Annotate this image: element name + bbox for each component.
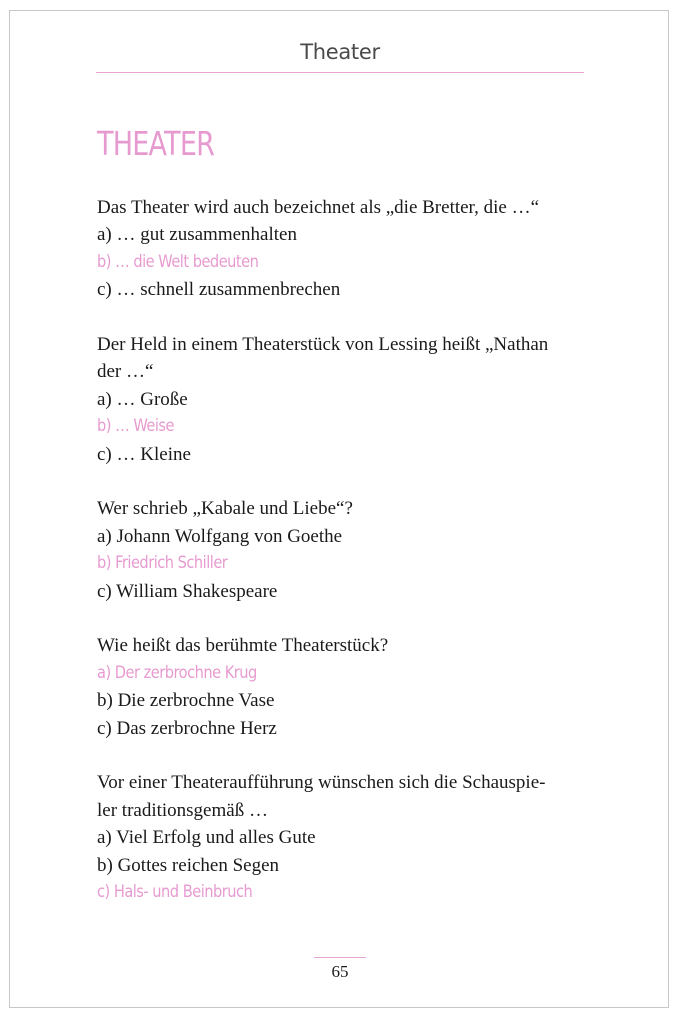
question-text-continued: ler traditionsgemäß … (97, 799, 268, 821)
question-text-continued: der …“ (97, 361, 154, 383)
question-text: Vor einer Theateraufführung wünschen sich die Schauspie- (97, 772, 546, 794)
question-text: Das Theater wird auch bezeichnet als „die Bretter, die …“ (97, 197, 540, 218)
running-header: Theater (300, 40, 380, 64)
correct-answer-option: a) Der zerbrochne Krug (97, 662, 257, 683)
correct-answer-option: c) Hals- und Beinbruch (97, 882, 253, 903)
correct-answer-option: b) … die Welt bedeuten (97, 251, 259, 272)
footer-rule (314, 957, 366, 958)
question-text: Wie heißt das berühmte Theaterstück? (97, 635, 389, 657)
answer-option: a) Viel Erfolg und alles Gute (97, 827, 316, 849)
answer-option: a) … Große (97, 388, 188, 410)
answer-option: c) William Shakespeare (97, 580, 278, 602)
answer-option: b) Die zerbrochne Vase (97, 690, 275, 712)
question-block (97, 769, 587, 906)
quiz-body (97, 194, 587, 934)
question-block (97, 194, 587, 304)
question-text: Wer schrieb „Kabale und Liebe“? (97, 498, 353, 520)
answer-option: c) … Kleine (97, 443, 191, 465)
answer-option: a) Johann Wolfgang von Goethe (97, 525, 343, 547)
correct-answer-option: b) Friedrich Schiller (97, 553, 228, 574)
page-number: 65 (331, 962, 349, 981)
correct-answer-option: b) … Weise (97, 416, 175, 437)
question-text: Der Held in einem Theaterstück von Lessing heißt „Nathan (97, 334, 549, 356)
chapter-title: THEATER (97, 124, 215, 163)
header-rule (96, 72, 584, 73)
answer-option: c) Das zerbrochne Herz (97, 717, 277, 739)
question-block (97, 495, 587, 605)
answer-option: c) … schnell zusammenbrechen (97, 279, 341, 301)
question-block (97, 632, 587, 742)
question-block (97, 331, 587, 468)
answer-option: b) Gottes reichen Segen (97, 854, 280, 876)
answer-option: a) … gut zusammenhalten (97, 224, 297, 246)
